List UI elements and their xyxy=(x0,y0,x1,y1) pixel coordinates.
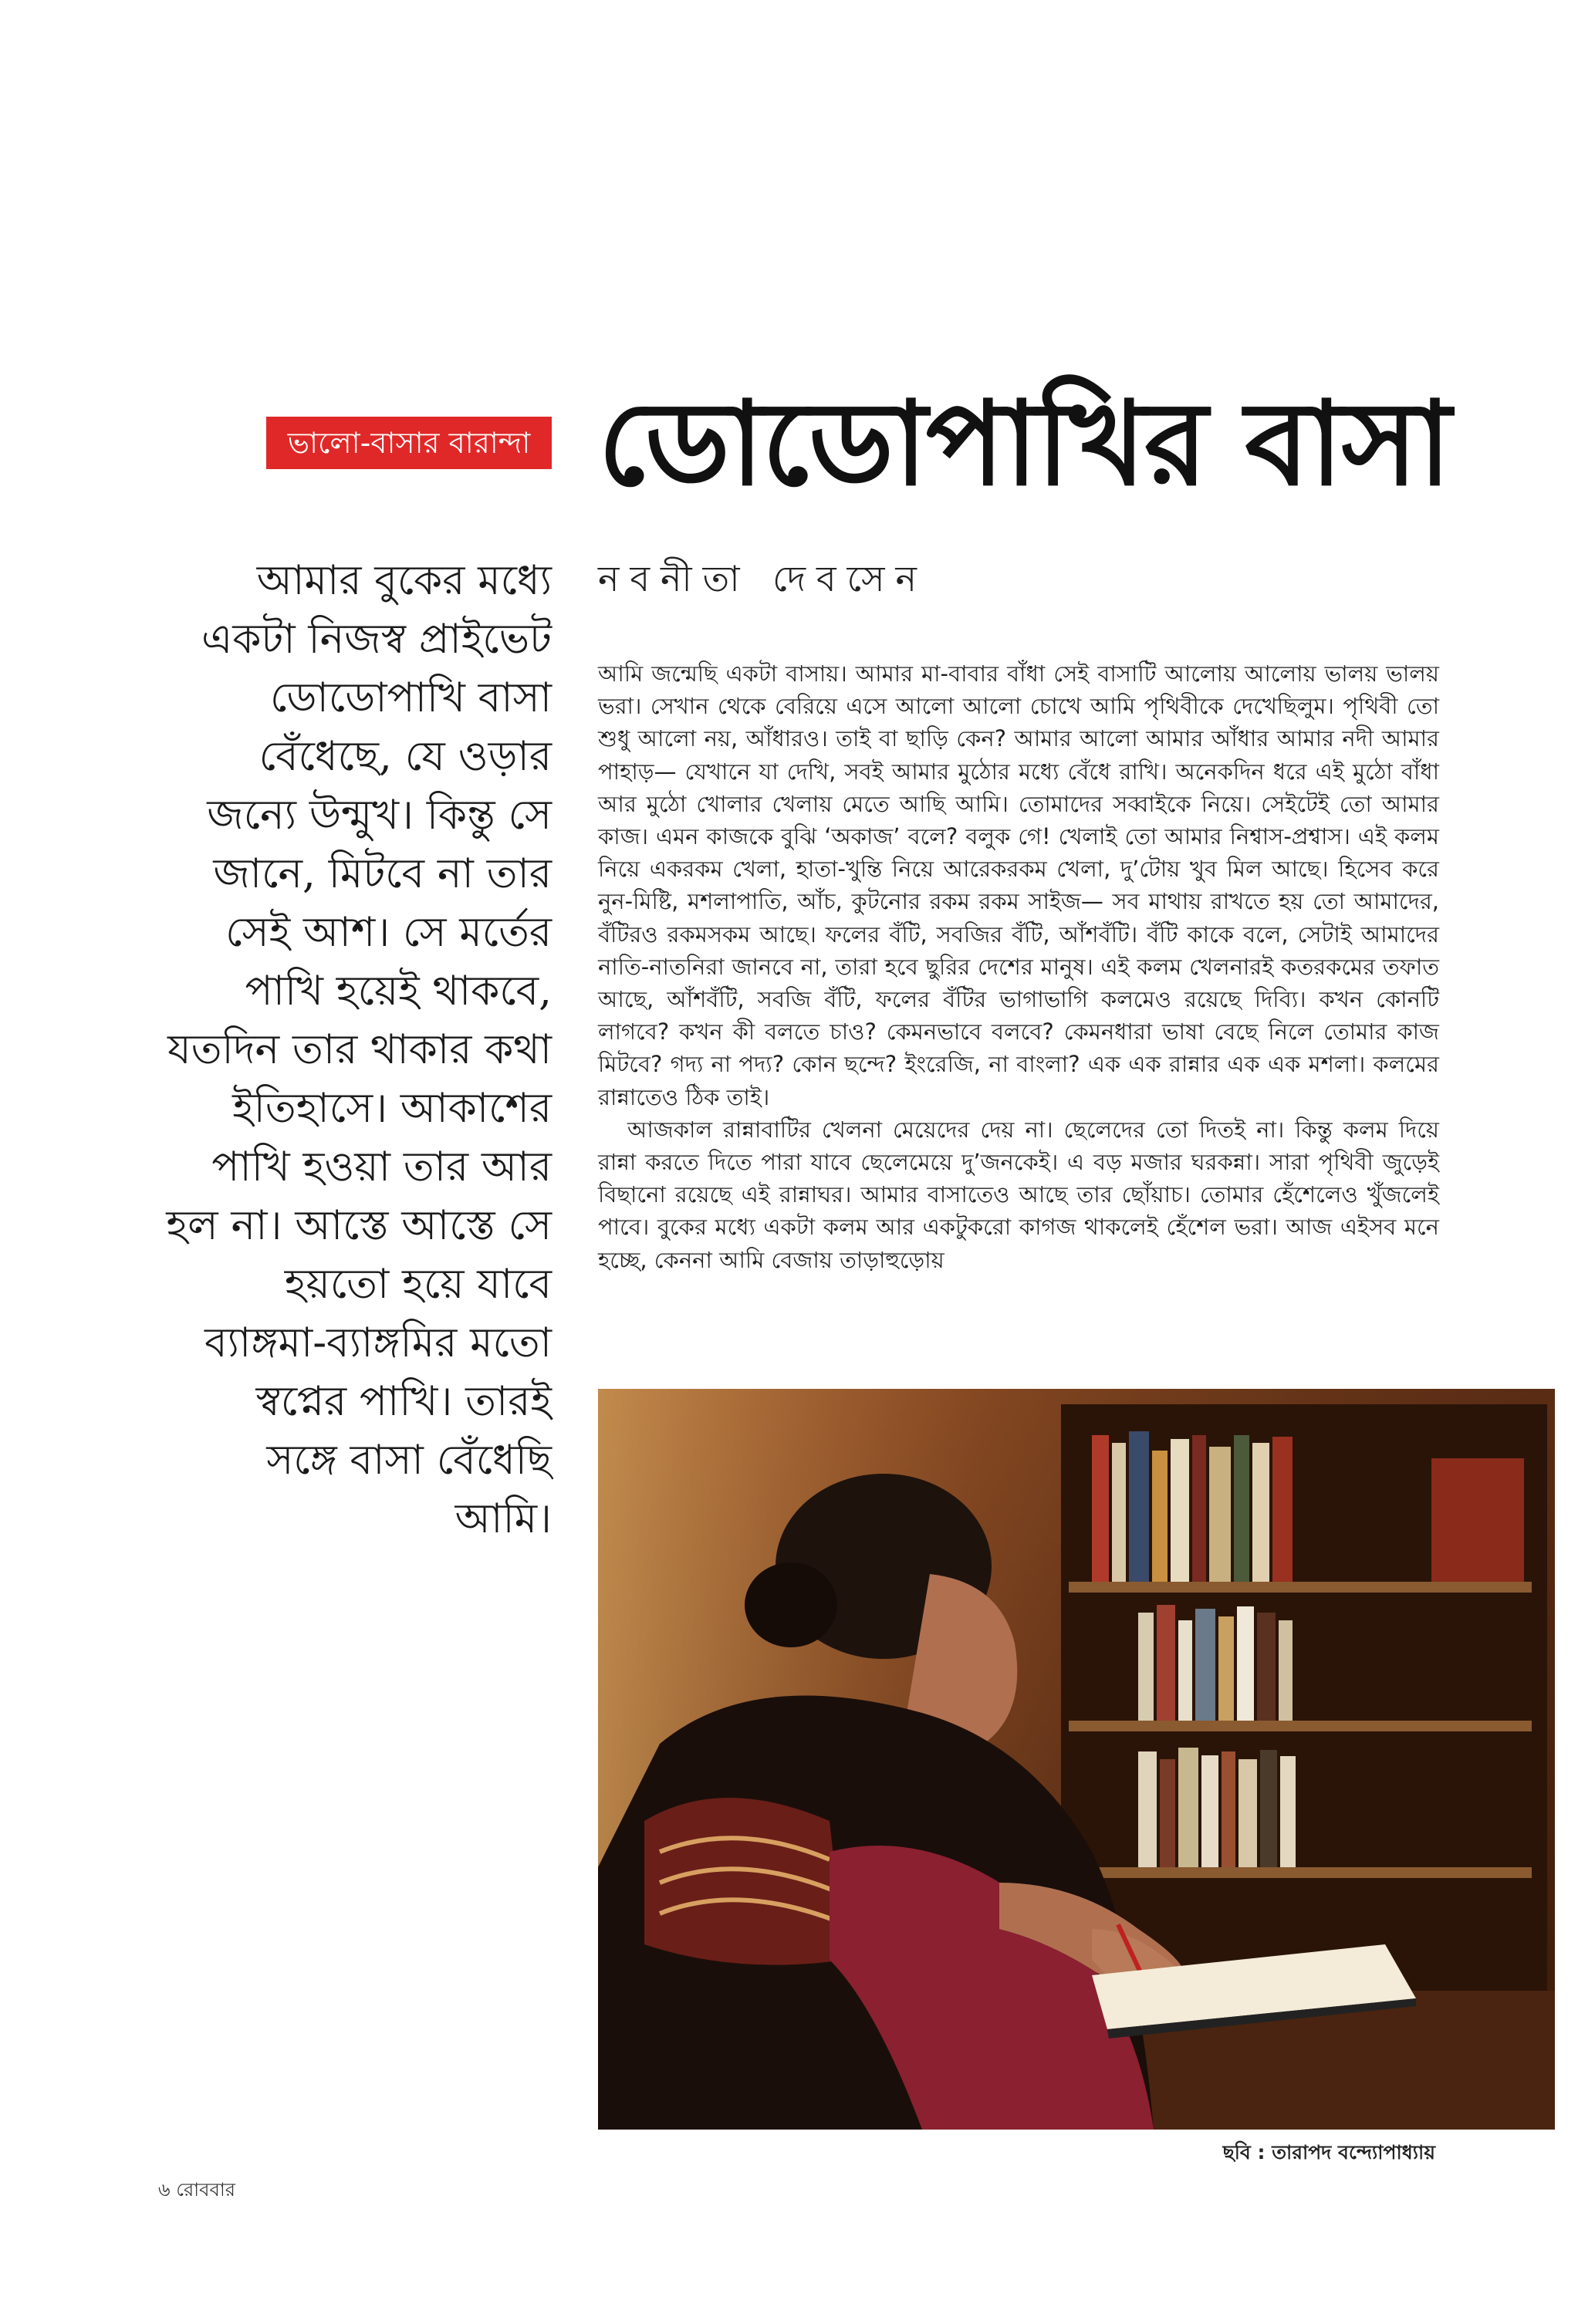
section-tag: ভালো-বাসার বারান্দা xyxy=(266,417,552,469)
pull-quote-line: সঙ্গে বাসা বেঁধেছি xyxy=(266,1437,552,1484)
pull-quote-line: হল না। আস্তে আস্তে সে xyxy=(166,1202,552,1249)
pull-quote-line: ডোডোপাখি বাসা xyxy=(270,674,552,721)
article-body xyxy=(598,657,1439,1352)
pull-quote-line: পাখি হওয়া তার আর xyxy=(211,1143,552,1191)
pull-quote-line: জানে, মিটবে না তার xyxy=(213,850,552,897)
pull-quote-line: পাখি হয়েই থাকবে, xyxy=(245,968,552,1015)
pull-quote-line: ইতিহাসে। আকাশের xyxy=(232,1085,552,1132)
pull-quote-line: সেই আশ। সে মর্তের xyxy=(225,909,552,956)
pull-quote-line: হয়তো হয়ে যাবে xyxy=(284,1261,552,1308)
pull-quote-line: স্বপ্নের পাখি। তারই xyxy=(255,1378,552,1425)
pull-quote-line: জন্যে উন্মুখ। কিন্তু সে xyxy=(207,792,552,839)
pull-quote-line: একটা নিজস্ব প্রাইভেট xyxy=(201,616,552,663)
pull-quote-line: ব্যাঙ্গমা-ব্যাঙ্গমির মতো xyxy=(204,1319,552,1366)
writer-at-desk-photo xyxy=(598,1389,1555,2130)
author-byline: নবনীতা দেবসেন xyxy=(598,558,928,600)
photo-credit: ছবি : তারাপদ বন্দ্যোপাধ্যায় xyxy=(1222,2141,1435,2164)
article-paragraph: আজকাল রান্নাবাটির খেলনা মেয়েদের দেয় না। ছেলেদের তো দিতই না। কিন্তু কলম দিয়ে রান্না করতে দিতে পারা যাবে ছেলেমেয়ে দু’জনকেই। এ বড় মজার ঘরকন্না। সারা পৃথিবী জুড়েই বিছানো রয়েছে এই রান্নাঘর। আমার বাসাতেও আছে তার ছোঁয়াচ। তোমার হেঁশেলেও খুঁজলেই পাবে। বুকের মধ্যে একটা কলম আর একটুকরো কাগজ থাকলেই হেঁশেল ভরা। আজ এইসব মনে হচ্ছে, কেননা আমি বেজায় তাড়াহুড়োয় xyxy=(598,1116,1439,1273)
pull-quote-line: যতদিন তার থাকার কথা xyxy=(167,1026,552,1073)
author-photo xyxy=(598,1389,1555,2130)
article-paragraph: আমি জন্মেছি একটা বাসায়। আমার মা-বাবার বাঁধা সেই বাসাটি আলোয় আলোয় ভালয় ভালয় ভরা। সেখান থেকে বেরিয়ে এসে আলো আলো চোখে আমি পৃথিবীকে দেখেছিলুম। পৃথিবী তো শুধু আলো নয়, আঁধারও। তাই বা ছাড়ি কেন? আমার আলো আমার আঁধার আমার নদী আমার পাহাড়— যেখানে যা দেখি, সবই আমার মুঠোর মধ্যে বেঁধে রাখি। অনেকদিন ধরে এই মুঠো বাঁধা আর মুঠো খোলার খেলায় মেতে আছি আমি। তোমাদের সব্বাইকে নিয়ে। সেইটেই তো আমার কাজ। এমন কাজকে বুঝি ‘অকাজ’ বলে? বলুক গে! খেলাই তো আমার নিশ্বাস-প্রশ্বাস। এই কলম নিয়ে একরকম খেলা, হাতা-খুন্তি নিয়ে আরেকরকম খেলা, দু’টোয় খুব মিল আছে। হিসেব করে নুন-মিষ্টি, মশলাপাতি, আঁচ, কুটনোর রকম রকম সাইজ— সব মাথায় রাখতে হয় তো আমাদের, বঁটিরও রকমসকম আছে। ফলের বঁটি, সবজির বঁটি, আঁশবঁটি। বঁটি কাকে বলে, সেটাই আমাদের নাতি-নাতনিরা জানবে না, তারা হবে ছুরির দেশের মানুষ। এই কলম খেলনারই কতরকমের তফাত আছে, আঁশবঁটি, সবজি বঁটি, ফলের বঁটির ভাগাভাগি কলমেও রয়েছে দিব্যি। কখন কোনটি লাগবে? কখন কী বলতে চাও? কেমনভাবে বলবে? কেমনধারা ভাষা বেছে নিলে তোমার কাজ মিটবে? গদ্য না পদ্য? কোন ছন্দে? ইংরেজি, না বাংলা? এক এক রান্নার এক এক মশলা। কলমের রান্নাতেও ঠিক তাই। xyxy=(598,660,1439,1110)
pull-quote xyxy=(147,552,552,1547)
pull-quote-line: বেঁধেছে, যে ওড়ার xyxy=(259,733,552,780)
pull-quote-line: আমি। xyxy=(455,1495,552,1542)
pull-quote-line: আমার বুকের মধ্যে xyxy=(256,557,552,604)
page-title: ডোডোপাখির বাসা xyxy=(598,376,1450,512)
page-folio: ৬ রোববার xyxy=(158,2179,236,2201)
